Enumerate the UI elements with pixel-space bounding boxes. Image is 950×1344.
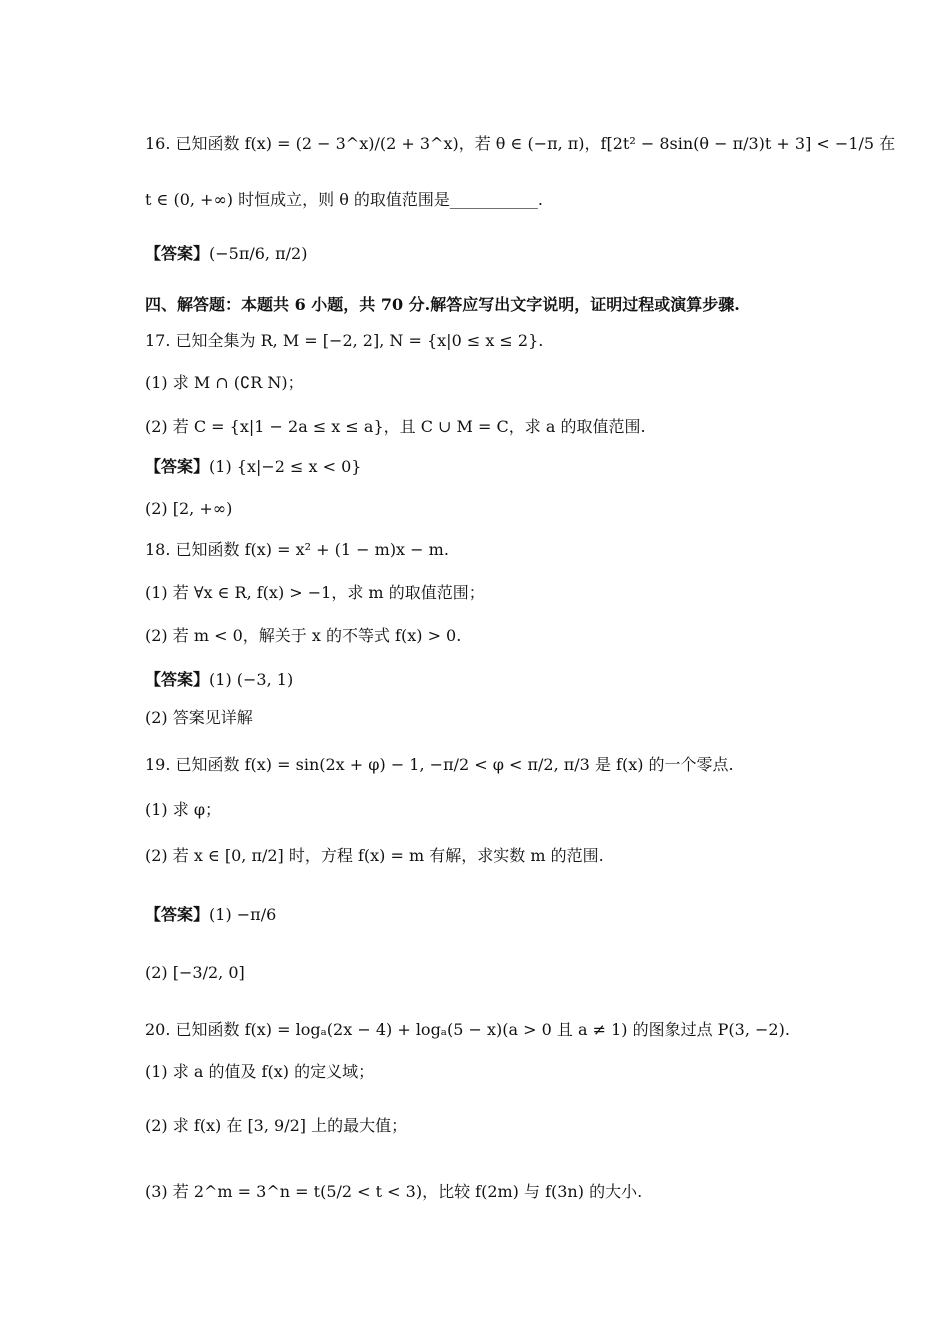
question-20-part-1: (1) 求 a 的值及 f(x) 的定义域； <box>145 1062 375 1081</box>
question-19-stem: 19. 已知函数 f(x) = sin(2x + φ) − 1, −π/2 < φ < π/2, π/3 是 f(x) 的一个零点. <box>145 755 734 774</box>
answer-value: (1) −π/6 <box>209 905 277 924</box>
question-18-part-1: (1) 若 ∀x ∈ R, f(x) > −1，求 m 的取值范围； <box>145 583 485 602</box>
question-17-part-1: (1) 求 M ∩ (∁R N)； <box>145 373 304 392</box>
answer-value: (−5π/6, π/2) <box>209 244 308 263</box>
question-18-answer-1 <box>145 669 830 691</box>
question-16-stem-continued: t ∈ (0, +∞) 时恒成立，则 θ 的取值范围是___________. <box>145 190 543 209</box>
question-17-answer-2: (2) [2, +∞) <box>145 499 233 518</box>
answer-label: 【答案】 <box>145 670 210 689</box>
question-18-part-2: (2) 若 m < 0，解关于 x 的不等式 f(x) > 0. <box>145 626 462 645</box>
question-20-part-3: (3) 若 2^m = 3^n = t(5/2 < t < 3)，比较 f(2m) 与 f(3n) 的大小. <box>145 1182 643 1201</box>
question-18-stem: 18. 已知函数 f(x) = x² + (1 − m)x − m. <box>145 540 449 559</box>
question-17-stem: 17. 已知全集为 R, M = [−2, 2], N = {x|0 ≤ x ≤ 2}. <box>145 331 544 350</box>
question-16-answer <box>145 243 830 265</box>
question-17-answer-1 <box>145 456 830 478</box>
question-20-part-2: (2) 求 f(x) 在 [3, 9/2] 上的最大值； <box>145 1116 408 1135</box>
section-4-heading: 四、解答题：本题共 6 小题，共 70 分.解答应写出文字说明，证明过程或演算步骤. <box>145 295 740 314</box>
question-20-stem: 20. 已知函数 f(x) = logₐ(2x − 4) + logₐ(5 − x)(a > 0 且 a ≠ 1) 的图象过点 P(3, −2). <box>145 1020 790 1039</box>
answer-value: (1) (−3, 1) <box>209 670 294 689</box>
answer-label: 【答案】 <box>145 905 210 924</box>
answer-label: 【答案】 <box>145 244 210 263</box>
question-19-answer-2: (2) [−3/2, 0] <box>145 963 245 982</box>
answer-label: 【答案】 <box>145 457 210 476</box>
question-19-answer-1 <box>145 904 830 926</box>
answer-value: (1) {x|−2 ≤ x < 0} <box>209 457 362 476</box>
question-18-answer-2: (2) 答案见详解 <box>145 708 253 727</box>
question-19-part-1: (1) 求 φ； <box>145 800 222 819</box>
question-16-stem: 16. 已知函数 f(x) = (2 − 3^x)/(2 + 3^x)，若 θ ∈ (−π, π)，f[2t² − 8sin(θ − π/3)t + 3] < −1/5 在 <box>145 134 896 153</box>
question-17-part-2: (2) 若 C = {x|1 − 2a ≤ x ≤ a}，且 C ∪ M = C，求 a 的取值范围. <box>145 417 646 436</box>
question-19-part-2: (2) 若 x ∈ [0, π/2] 时，方程 f(x) = m 有解，求实数 m 的范围. <box>145 846 604 865</box>
